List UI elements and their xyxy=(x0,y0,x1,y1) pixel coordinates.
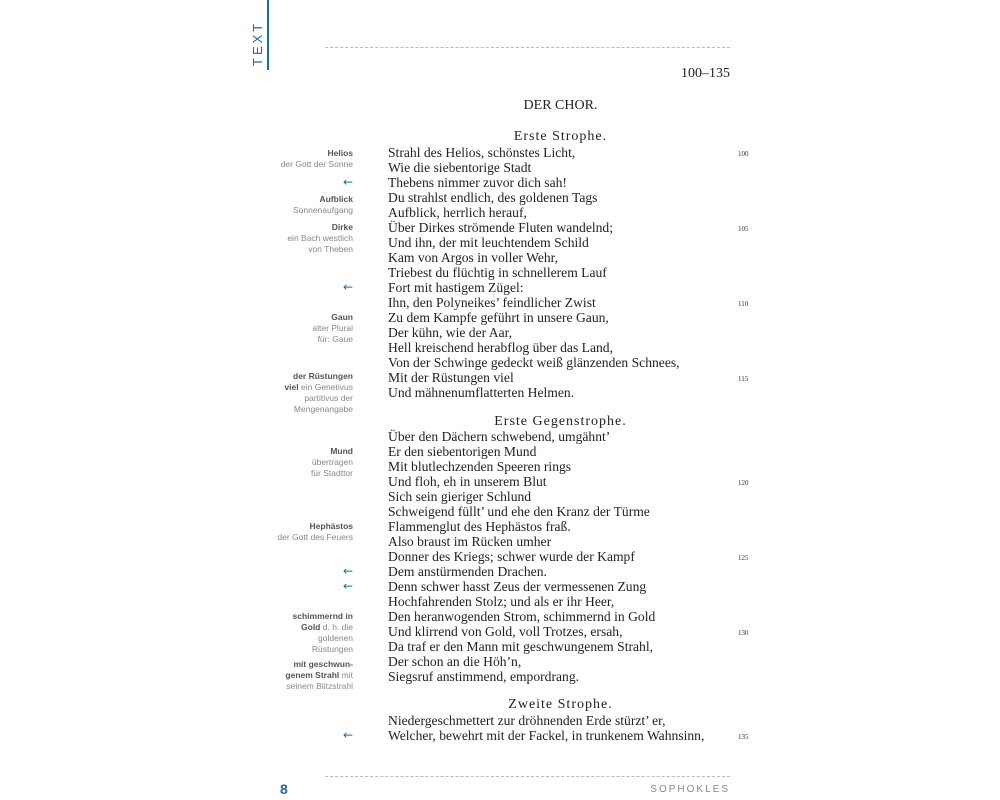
arrow-left-icon: ← xyxy=(342,175,353,189)
line-number: 125 xyxy=(738,554,749,562)
verse-line: Siegsruf anstimmend, empordrang. xyxy=(388,669,580,684)
verse-line: Hell kreischend herabflog über das Land, xyxy=(388,340,613,355)
gloss-definition: Mengenangabe xyxy=(293,404,353,414)
gloss-aufblick xyxy=(255,194,353,216)
gloss-term: Aufblick xyxy=(319,194,353,204)
gloss-definition: d. h. die xyxy=(322,622,353,632)
verse-line: Aufblick, herrlich herauf, xyxy=(388,205,527,220)
verse-line: Donner des Kriegs; schwer wurde der Kampf xyxy=(388,549,635,564)
verse-line: Zu dem Kampfe geführt in unsere Gaun, xyxy=(388,310,609,325)
gloss-geschwungen xyxy=(255,659,353,692)
gloss-definition: für: Gaue xyxy=(317,334,353,344)
verse-line: Und ihn, der mit leuchtendem Schild xyxy=(388,235,589,250)
gloss-definition: ein Bach westlich xyxy=(287,233,353,243)
gloss-definition: übertragen xyxy=(311,457,353,467)
verse-line: Da traf er den Mann mit geschwungenem Strahl, xyxy=(388,639,653,654)
line-number: 120 xyxy=(738,479,749,487)
gloss-definition: von Theben xyxy=(308,244,353,254)
verse-line: Fort mit hastigem Zügel: xyxy=(388,280,524,295)
gloss-term: mit geschwun- xyxy=(293,659,353,669)
arrow-left-icon: ← xyxy=(342,728,353,742)
gloss-ruestungen xyxy=(255,371,353,415)
speaker: DER CHOR. xyxy=(523,98,598,113)
section-label: TEXT xyxy=(250,20,265,66)
verse-line: Über Dirkes strömende Fluten wandelnd; xyxy=(388,220,614,235)
line-number: 135 xyxy=(738,733,749,741)
gloss-definition: goldenen xyxy=(318,633,353,643)
line-range: 100–135 xyxy=(681,66,730,81)
verse-line: Von der Schwinge gedeckt weiß glänzenden Schnees, xyxy=(388,355,680,370)
gloss-definition: der Gott des Feuers xyxy=(277,532,353,542)
gloss-definition: seinem Blitzstrahl xyxy=(286,681,353,691)
gloss-dirke xyxy=(255,222,353,255)
gloss-term: genem Strahl xyxy=(285,670,340,680)
verse-line: Wie die siebentorige Stadt xyxy=(388,160,532,175)
verse-line: Triebest du flüchtig in schnellerem Lauf xyxy=(388,265,607,280)
verse-line: Er den siebentorigen Mund xyxy=(388,444,537,459)
verse-line: Ihn, den Polyneikes’ feindlicher Zwist xyxy=(388,295,596,310)
gloss-helios xyxy=(255,148,353,170)
verse-line: Denn schwer hasst Zeus der vermessenen Zung xyxy=(388,579,647,594)
gloss-term: Dirke xyxy=(331,222,353,232)
verse-line: Der kühn, wie der Aar, xyxy=(388,325,513,340)
gloss-definition: ein Genetivus xyxy=(301,382,353,392)
heading-zweite-strophe: Zweite Strophe. xyxy=(508,697,613,712)
verse-line: Und mähnenumflatterten Helmen. xyxy=(388,385,575,400)
verse-line: Thebens nimmer zuvor dich sah! xyxy=(388,175,567,190)
verse-line: Kam von Argos in voller Wehr, xyxy=(388,250,559,265)
gloss-term: schimmernd in xyxy=(292,611,353,621)
gloss-definition: Rüstungen xyxy=(311,644,353,654)
gloss-term: Mund xyxy=(330,446,353,456)
gloss-term: Gaun xyxy=(331,312,353,322)
gloss-term: der Rüstungen xyxy=(293,371,353,381)
verse-line: Schweigend füllt’ und ehe den Kranz der Türme xyxy=(388,504,650,519)
gloss-definition: Sonnenaufgang xyxy=(292,205,353,215)
verse-line: Mit der Rüstungen viel xyxy=(388,370,514,385)
line-number: 105 xyxy=(738,225,749,233)
gloss-mund xyxy=(255,446,353,479)
gloss-term: Helios xyxy=(327,148,353,158)
gloss-term: viel xyxy=(284,382,299,392)
line-number: 115 xyxy=(738,375,749,383)
arrow-left-icon: ← xyxy=(342,564,353,578)
header-rule xyxy=(325,47,730,48)
verse-line: Der schon an die Höh’n, xyxy=(388,654,522,669)
gloss-term: Gold xyxy=(301,622,321,632)
author-name: SOPHOKLES xyxy=(650,784,730,795)
gloss-definition: alter Plural xyxy=(312,323,353,333)
gloss-definition: partitivus der xyxy=(304,393,353,403)
arrow-left-icon: ← xyxy=(342,280,353,294)
gloss-schimmernd xyxy=(255,611,353,655)
line-number: 110 xyxy=(738,300,749,308)
gloss-term: Hephästos xyxy=(309,521,353,531)
verse-line: Strahl des Helios, schönstes Licht, xyxy=(388,145,576,160)
verse-line: Flammenglut des Hephästos fraß. xyxy=(388,519,571,534)
gloss-definition: für Stadttor xyxy=(310,468,353,478)
verse-line: Über den Dächern schwebend, umgähnt’ xyxy=(388,429,611,444)
line-number: 130 xyxy=(738,629,749,637)
gloss-definition: der Gott der Sonne xyxy=(280,159,353,169)
verse-line: Du strahlst endlich, des goldenen Tags xyxy=(388,190,598,205)
gloss-gaun xyxy=(255,312,353,345)
footer-rule xyxy=(325,776,730,777)
heading-erste-strophe: Erste Strophe. xyxy=(513,129,608,144)
verse-line: Sich sein gieriger Schlund xyxy=(388,489,532,504)
verse-line: Und floh, eh in unserem Blut xyxy=(388,474,547,489)
verse-line: Dem anstürmenden Drachen. xyxy=(388,564,547,579)
line-number: 100 xyxy=(738,150,749,158)
verse-line: Also braust im Rücken umher xyxy=(388,534,552,549)
page-number: 8 xyxy=(280,781,288,797)
verse-line: Den heranwogenden Strom, schimmernd in Gold xyxy=(388,609,656,624)
gloss-definition: mit xyxy=(341,670,353,680)
verse-line: Und klirrend von Gold, voll Trotzes, ersah, xyxy=(388,624,623,639)
heading-erste-gegenstrophe: Erste Gegenstrophe. xyxy=(494,414,627,429)
gloss-hephaestos xyxy=(255,521,353,543)
arrow-left-icon: ← xyxy=(342,579,353,593)
section-rule xyxy=(267,0,269,70)
verse-line: Welcher, bewehrt mit der Fackel, in trunkenem Wahnsinn, xyxy=(388,728,705,743)
verse-line: Hochfahrenden Stolz; und als er ihr Heer, xyxy=(388,594,615,609)
verse-line: Mit blutlechzenden Speeren rings xyxy=(388,459,572,474)
verse-line: Niedergeschmettert zur dröhnenden Erde stürzt’ er, xyxy=(388,713,666,728)
